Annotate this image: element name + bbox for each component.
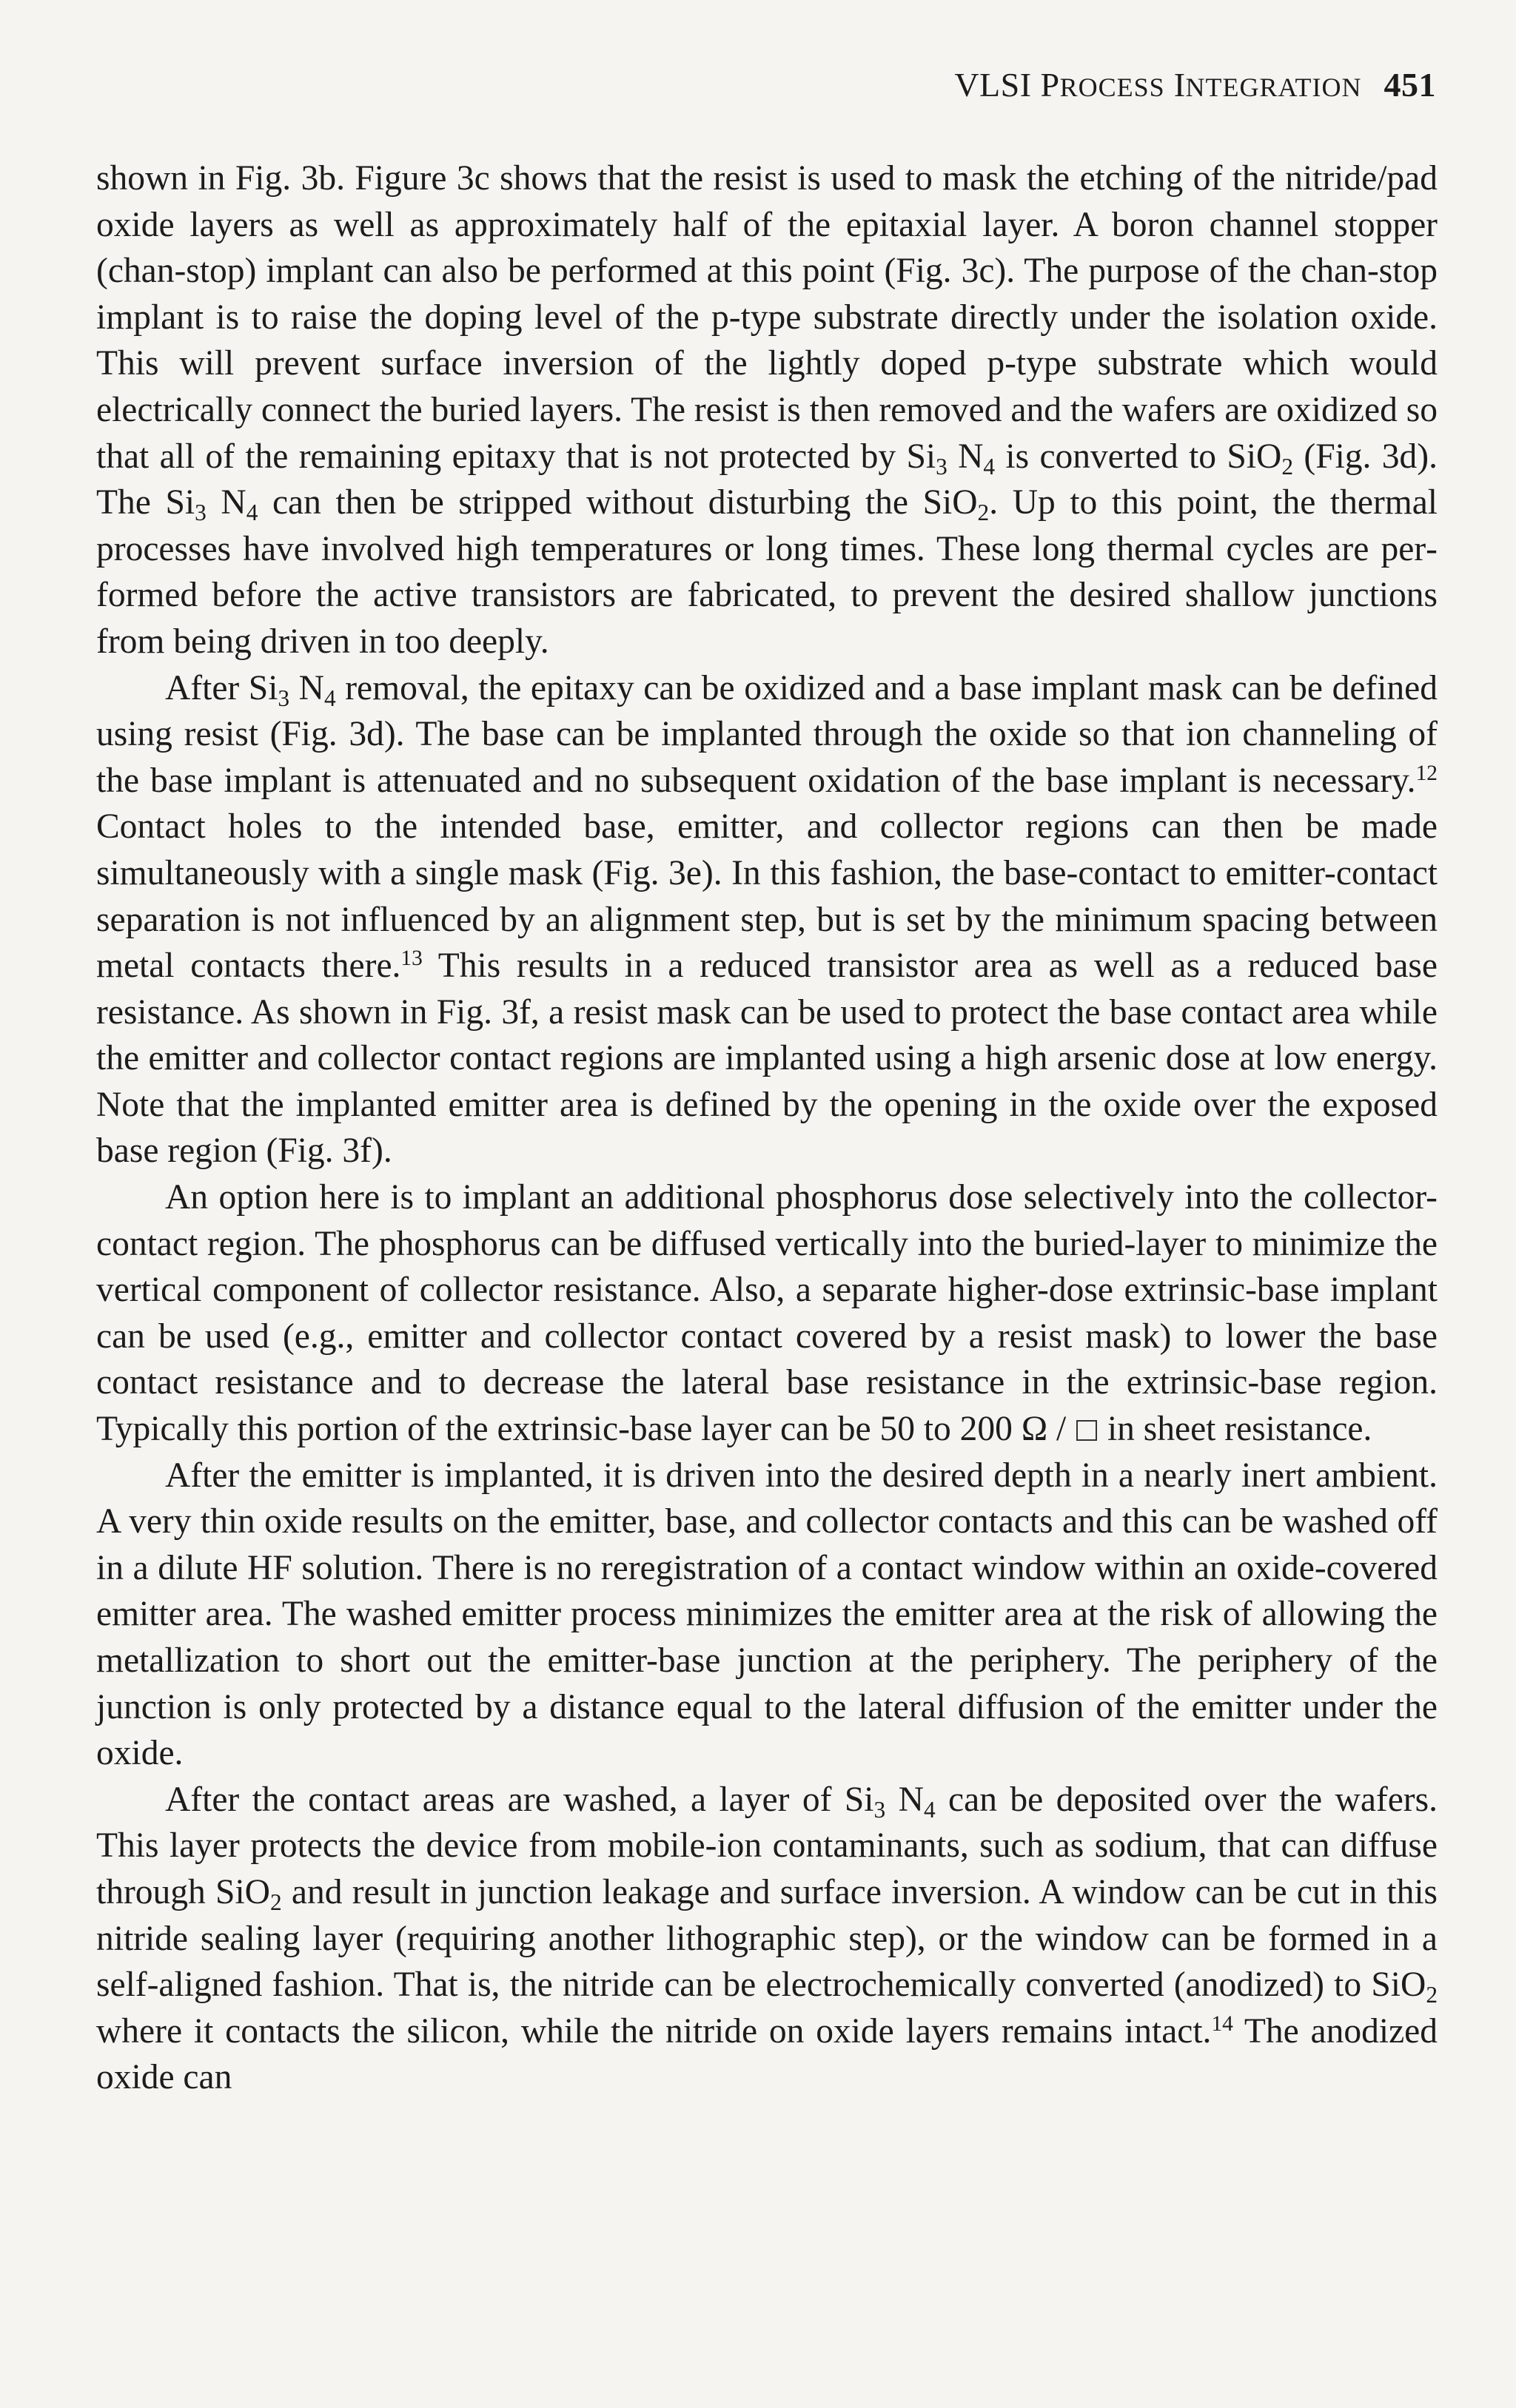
square-icon (1076, 1420, 1097, 1441)
formula-si3n4: $Si_3$ $N_4$ (906, 437, 996, 480)
formula-si3n4: $Si_3$ $N_4$ (248, 668, 336, 711)
formula-sio2: SiO$_2$ (922, 483, 990, 525)
formula-si3n4: $Si_3$ $N_4$ (844, 1780, 936, 1823)
body-text (96, 155, 1438, 2101)
paragraph-1: shown in Fig. 3b. Figure 3c shows that the resist is used to mask the etching of the nitride/pad oxide layers as well as approximately half of the epitaxial layer. A boron channel stopper (chan-stop) implant can also be performed at this point (Fig. 3c). The purpose of the chan-stop implant is to raise the doping level of the p-type substrate directly under the isolation oxide. This will prevent surface inversion of the lightly doped p-type substrate which would electrically connect the buried layers. The resist is then removed and the wafers are oxidized so that all of the remaining epitaxy that is not protected by $Si_3$ $N_4$ is converted to SiO$_2$ (Fig. 3d). The $Si_3$ $N_4$ can then be stripped without disturbing the SiO$_2$. Up to this point, the thermal processes have involved high temperatures or long times. These long thermal cycles are performed before the active transistors are fabricated, to prevent the desired shallow junctions from being driven in too deeply. (96, 159, 1438, 661)
running-head-title-smallcaps: ROCESS (1059, 73, 1165, 102)
formula-sio2: SiO$_2$ (1227, 437, 1294, 480)
paragraph-5: After the contact areas are washed, a layer of $Si_3$ $N_4$ can be deposited over the wafers. This layer protects the device from mobile-ion contaminants, such as sodium, that can diffuse through SiO$_2$ and result in junction leakage and surface inversion. A window can be cut in this nitride sealing layer (requiring another lithographic step), or the window can be formed in a self-aligned fashion. That is, the nitride can be electrochemically converted (anodized) to SiO$_2$ where it contacts the silicon, while the nitride on oxide layers remains intact.$^{14}$ The anodized oxide can (96, 1780, 1438, 2097)
running-head (954, 65, 1436, 104)
page-number: 451 (1383, 66, 1436, 104)
footnote-ref: 12 (1415, 761, 1438, 785)
running-head-title-initial: VLSI P (954, 66, 1060, 104)
paragraph-3: An option here is to implant an additional phosphorus dose selectively into the collector-contact region. The phosphorus can be diffused vertically into the buried-layer to minimize the vertical component of collector resistance. Also, a separate higher-dose extrinsic-base implant can be used (e.g., emitter and collector contact covered by a resist mask) to lower the base contact resistance and to decrease the lateral base resistance in the extrinsic-base region. Typically this portion of the extrinsic-base layer can be 50 to 200 Ω / in sheet resistance. (96, 1178, 1438, 1449)
footnote-ref: 14 (1211, 2011, 1233, 2036)
ohm-symbol: Ω (1021, 1410, 1048, 1449)
running-head-title-initial: I (1164, 66, 1186, 104)
paragraph-4: After the emitter is implanted, it is driven into the desired depth in a nearly inert ambient. A very thin oxide results on the emitter, base, and collector contacts and this can be washed off in a dilute HF solution. There is no reregistration of a contact window within an oxide-covered emitter area. The washed emitter process minimizes the emitter area at the risk of allowing the metallization to short out the emitter-base junction at the periphery. The periphery of the junction is only protected by a distance equal to the lateral diffusion of the emitter under the oxide. (96, 1456, 1438, 1773)
formula-sio2: SiO$_2$ (215, 1872, 282, 1915)
paragraph-2: After $Si_3$ $N_4$ removal, the epitaxy can be oxidized and a base implant mask can be defined using resist (Fig. 3d). The base can be implanted through the oxide so that ion channeling of the base implant is attenuated and no subsequent oxidation of the base implant is necessary.$^{12}$ Contact holes to the intended base, emitter, and collector regions can then be made simultaneously with a single mask (Fig. 3e). In this fashion, the base-contact to emitter-contact separation is not influenced by an alignment step, but is set by the minimum spacing between metal contacts there.$^{13}$ This results in a reduced transistor area as well as a reduced base resistance. As shown in Fig. 3f, a resist mask can be used to protect the base contact area while the emitter and collector contact regions are implanted using a high arsenic dose at low energy. Note that the implanted emitter area is defined by the opening in the oxide over the exposed base region (Fig. 3f). (96, 668, 1438, 1171)
formula-sio2: SiO$_2$ (1371, 1965, 1438, 2008)
formula-si3n4: $Si_3$ $N_4$ (165, 483, 258, 525)
running-head-title-smallcaps: NTEGRATION (1185, 73, 1362, 102)
footnote-ref: 13 (400, 946, 423, 970)
